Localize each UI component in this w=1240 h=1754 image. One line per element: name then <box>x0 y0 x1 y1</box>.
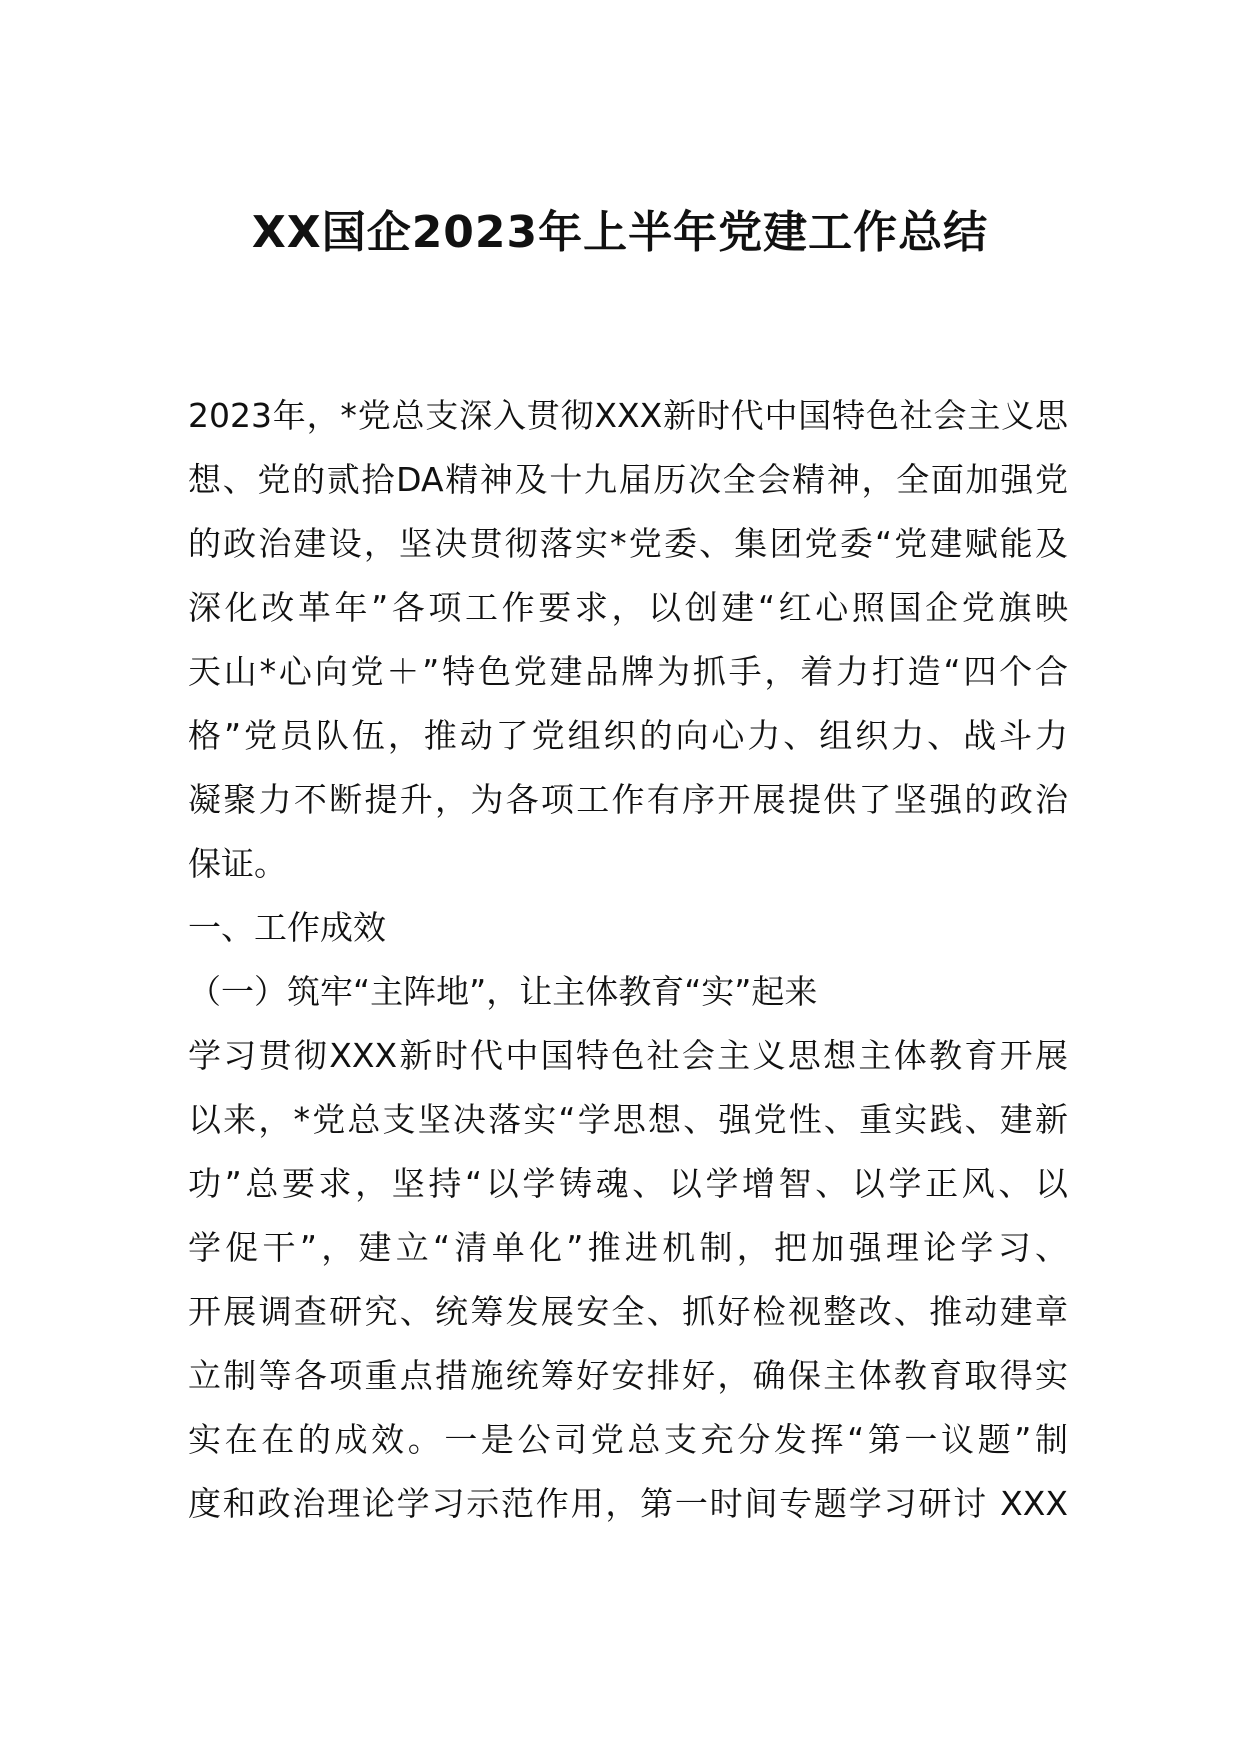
paragraph-line: 立制等各项重点措施统筹好安排好，确保主体教育取得实 <box>188 1356 1068 1395</box>
paragraph-line: 的政治建设，坚决贯彻落实*党委、集团党委“党建赋能及 <box>188 524 1068 563</box>
paragraph-line: 保证。 <box>188 844 287 883</box>
paragraph-line: 想、党的贰拾DA精神及十九届历次全会精神，全面加强党 <box>188 460 1068 499</box>
paragraph-line: 深化改革年”各项工作要求，以创建“红心照国企党旗映 <box>188 588 1068 627</box>
paragraph-line: 学促干”，建立“清单化”推进机制，把加强理论学习、 <box>188 1228 1068 1267</box>
paragraph-line: 凝聚力不断提升，为各项工作有序开展提供了坚强的政治 <box>188 780 1068 819</box>
document-title: XX国企2023年上半年党建工作总结 <box>251 207 989 258</box>
paragraph-line: 度和政治理论学习示范作用，第一时间专题学习研讨 XXX <box>188 1484 1068 1523</box>
paragraph-line: 格”党员队伍，推动了党组织的向心力、组织力、战斗力 <box>188 716 1068 755</box>
paragraph-line: 实在在的成效。一是公司党总支充分发挥“第一议题”制 <box>188 1420 1068 1459</box>
paragraph-line: 2023年，*党总支深入贯彻XXX新时代中国特色社会主义思 <box>188 396 1068 435</box>
subsection-heading: （一）筑牢“主阵地”，让主体教育“实”起来 <box>188 972 818 1011</box>
paragraph-line: 天山*心向党＋”特色党建品牌为抓手，着力打造“四个合 <box>188 652 1068 691</box>
paragraph-line: 以来，*党总支坚决落实“学思想、强党性、重实践、建新 <box>188 1100 1068 1139</box>
section-heading: 一、工作成效 <box>188 908 386 947</box>
paragraph-line: 开展调查研究、统筹发展安全、抓好检视整改、推动建章 <box>188 1292 1068 1331</box>
paragraph-line: 功”总要求，坚持“以学铸魂、以学增智、以学正风、以 <box>188 1164 1068 1203</box>
paragraph-line: 学习贯彻XXX新时代中国特色社会主义思想主体教育开展 <box>188 1036 1068 1075</box>
